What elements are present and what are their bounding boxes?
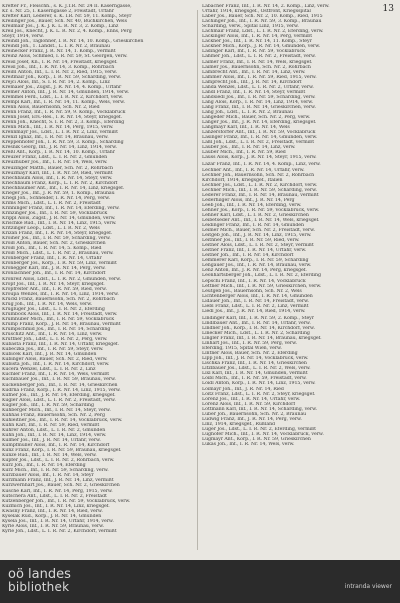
library-logo[interactable] xyxy=(8,568,71,594)
entry-line: Kubeczka Jos., Inf., I. R. Nr. 59, Steyr, verw. xyxy=(2,347,104,353)
entry-line: Kronegger Karl, Inf., J. R. Nr. 14, Perg, verw. xyxy=(2,266,106,272)
entry-line: Kreinecker Franz, J. R. Nr. 14, 1. Komp., vermißt xyxy=(2,49,116,55)
entry-line: Kirchdorf, 1914, kriegsgef., Italien xyxy=(202,177,283,183)
entry-line: Lambrecht Ant., Inf., I. R. Nr. 14, Linz, verw. xyxy=(202,69,306,75)
entry-line: Krischke Rud., Inf., I. R. Nr. 14, Linz, 1915, verw. xyxy=(2,221,117,227)
entry-line: Kroiher Jos., Inf., I. R. Nr. 59, Schärding, verw. xyxy=(2,236,111,242)
page-number: 13 xyxy=(382,4,394,14)
entry-line: Kubinger Alois, Bauer, Sch. Nr. 2, Ried, verw. xyxy=(2,357,108,363)
entry-line: Lehner Jos., Korp., I. R. Nr. 59, Vöcklabruck, verw. xyxy=(202,207,320,213)
entry-line: Kreßl Ant., Korp., I. R. Nr. 14, 10. Komp., Urfahr xyxy=(2,150,115,156)
entry-line: Kuhn Joh., Inf., I. R. Nr. 14, Linz, 1914, verw. xyxy=(2,432,107,438)
entry-line: Linhart Jos., Inf., I. R. Nr. 59, Perg, verw. xyxy=(202,341,297,347)
left-column xyxy=(2,4,188,556)
entry-line: Kronlachner Joh., Inf., I. R. Nr. 14, Kirchdorf xyxy=(2,271,106,277)
logo-line-2: bibliothek xyxy=(8,580,70,594)
entry-line: Langmayr Karl, Inf., I. R. Nr. 14, Wels xyxy=(202,125,290,131)
entry-line: Krippl Alois, Zugsf., J. R. Nr. 14, Gmunden, verw. xyxy=(2,215,116,221)
entry-line: Linz, 1914, kriegsgef., Rußland xyxy=(202,421,276,427)
right-column xyxy=(202,4,388,556)
column-divider xyxy=(197,10,198,550)
entry-line: Kreißl Anton, Inf., L. I. R. Nr. 2, Ried, 1915, verw. xyxy=(2,69,118,75)
entry-line: Liedl Jos., Inf., J. R. Nr. 14, Ried, 1914, verw. xyxy=(202,308,306,314)
entry-line: Langer Jos., Inf., J. R. Nr. 14, Eferding, kriegsgef. xyxy=(202,120,317,126)
entry-line: Kronberger Franz, Inf., I. R. Nr. 14, Urfahr xyxy=(2,256,102,262)
entry-line: Kurz Joh., Inf., I. R. Nr. 14, Eferding xyxy=(2,463,86,469)
entry-line: Krinninger Franz, Inf., I. R. Nr. 14, Eferding, verw. xyxy=(2,205,120,211)
entry-line: Kriechbaum Franz, Korp., L. I. R. Nr. 2, Kirchdorf xyxy=(2,180,118,186)
entry-line: Kuchler Franz, Inf., I. R. Nr. 14, Wels, vermißt xyxy=(2,372,110,378)
entry-line: Kreindl Joh., 1. Landst., L. I. R. Nr. 2, Braunau xyxy=(2,44,110,50)
entry-line: Kreuzer Franz, Ldst., L. I. R. Nr. 2, Gmunden xyxy=(2,155,108,161)
entry-line: Lepschi Franz, Inf., I. R. Nr. 14, Vöcklabruck xyxy=(202,278,306,284)
entry-line: Lackner Mich., Korp., J. R. Nr. 14, Gmunden, verw. xyxy=(202,44,321,50)
entry-line: Landl Franz, Inf., I. R. Nr. 14, Steyr, vermißt xyxy=(202,89,306,95)
entry-line: Lughofer Mich., Inf., I. R. Nr. 14, Vöcklabruck, verw. xyxy=(202,431,324,437)
entry-line: Krempl Karl, Inf., I. R. Nr. 14, 11. Komp., Wels, verw. xyxy=(2,99,125,105)
entry-line: Lang Alois, Korp., I. R. Nr. 14, Linz, 1914, verw. xyxy=(202,99,314,105)
entry-line: Lederer Franz, Inf., I. R. Nr. 14, Braunau, vermißt xyxy=(202,192,319,198)
entry-line: Kwasny Franz, Inf., I. R. Nr. 14, Ried, verw. xyxy=(2,508,103,514)
entry-line: Lixl Karl, Inf., I. R. Nr. 14, Gmunden, vermißt xyxy=(202,371,308,377)
entry-line: Kumpfmüller Alois, Inf., I. R. Nr. 14, Kirchdorf xyxy=(2,443,110,449)
entry-line: Lazar Franz, Inf., I. R. Nr. 14, 4. Komp., Linz, verw. xyxy=(202,162,321,168)
entry-line: Krug Joh., Inf., I. R. Nr. 14, Wels, verw. xyxy=(2,301,93,307)
viewer-label: intranda viewer xyxy=(344,583,392,590)
entry-line: Kubicek Karl, Inf., J. R. Nr. 14, Gmunden xyxy=(2,352,97,358)
entry-line: Kronberger Jos., Korp., I. R. Nr. 59, Linz, vermißt xyxy=(2,261,117,267)
entry-line: Kühberger Mich., Inf., I. R. Nr. 14, Steyr, verw. xyxy=(2,407,111,413)
entry-line: Loitz Franz, Ldst., L. I. R. Nr. 2, Steyr, kriegsgef. xyxy=(202,391,316,397)
entry-line: Leutgeb Jos., Bauernsohn, Sch. Nr. 2, Wels xyxy=(202,288,302,294)
entry-line: Kysela Jos., Inf., I. R. Nr. 14, Urfahr, 1914, verw. xyxy=(2,518,114,524)
entry-line: Kriechbaum Alois, Inf., I. R. Nr. 14, Steyr, verw. xyxy=(2,175,113,181)
entry-line: Lintner Alois, Bauer, Sch. Nr. 2, Eferding xyxy=(202,351,298,357)
entry-line: Kreuzinger Matth., Bauer, Sch. Nr. 2, Rohrbach xyxy=(2,165,113,171)
entry-line: Kusche Karl, Inf., I. R. Nr. 14, Perg, 1915, verw. xyxy=(2,488,113,494)
entry-line: Lettner Mich., Inf., I. R. Nr. 59, Grieskirchen, verw. xyxy=(202,283,322,289)
entry-line: Urfahr, 1914, kriegsgef., Ostfront, Kriegsspital xyxy=(202,9,311,15)
entry-line: Kyrle Alois, Inf., I. R. Nr. 59, Braunau, verw. xyxy=(2,523,105,529)
entry-line: Kurzmann Franz, Inf., J. R. Nr. 14, Linz, vermißt xyxy=(2,478,114,484)
entry-line: Kutzenberger Joh., Inf., I. R. Nr. 59, Vöcklabruck, verw. xyxy=(2,498,131,504)
entry-line: Lackner Jos., Inf., I. R. Nr. 14, 11. Komp., Steyr xyxy=(202,39,312,45)
entry-line: Kr. s. Nr. 25, I. Kaserngasse 2, Freistadt, Urfahr xyxy=(2,9,114,15)
entry-line: Lang Franz, Inf., I. R. Nr. 14, Grieskirchen, verw. xyxy=(202,104,316,110)
entry-line: Krinzinger Jos., Inf., I. R. Nr. 59, Vöcklabruck xyxy=(2,210,108,216)
entry-line: Krumböck Alois, Inf., I. R. Nr. 14, Freistadt, verw. xyxy=(2,311,118,317)
entry-line: Kriechbaumer Ant., Inf., I. R. Nr. 14, Linz, kriegsgef. xyxy=(2,185,125,191)
entry-line: Leithner Jos., Inf., I. R. Nr. 59, Ried, verw. xyxy=(202,238,300,244)
entry-line: Kremaier Jos., Zugsf., J. R. Nr. 14, 4. Komp., Urfahr xyxy=(2,84,122,90)
entry-line: Krizan Franz, Inf., I. R. Nr. 14, Steyr, kriegsgef. xyxy=(2,231,113,237)
entry-line: Krückl Franz, Bauernsohn, Sch. Nr. 2, Rohrbach xyxy=(2,296,115,302)
entry-line: Kritzinger Leop., Ldst., L. I. R. Nr. 2, Wels xyxy=(2,226,100,232)
entry-line: Kühhas Franz, Bauernsohn, Sch. Nr. 2, Perg xyxy=(2,412,105,418)
entry-line: Krennmayr Jos., Ldst., L. I. R. Nr. 2, Linz, vermißt xyxy=(2,130,118,136)
entry-line: Kunz Franz, Korp., I. R. Nr. 59, Braunau, kriegsgef. xyxy=(2,448,122,454)
entry-line: Lechner Mich., Inf., I. R. Nr. 59, Schärding, verw. xyxy=(202,187,317,193)
entry-line: Lauber Mich., Inf., I. R. Nr. 59, Ried xyxy=(202,150,286,156)
entry-line: Kreindl Joh., Taglöhner, I. R. Nr. 14, 10. Komp., Grieskirchen xyxy=(2,39,144,45)
entry-line: Laber Jos., Bauer, Sch. Nr. 2, 10. Komp., Ried, 1915 xyxy=(202,14,323,20)
entry-line: Lauber Jos., Inf., I. R. Nr. 14, Linz, verw. xyxy=(202,145,296,151)
entry-line: Kremer Anton, Inf., J. R. Nr. 14, Gmunden, 1914, verw. xyxy=(2,89,130,95)
entry-line: Lachinger Joh., Inf., I. R. Nr. 59, 3. Komp., Braunau xyxy=(202,19,322,25)
entry-line: Kreuzhuber Jos., Inf., I. R. Nr. 14, Wels, verw. xyxy=(2,160,108,166)
entry-line: Leitner Franz, Inf., I. R. Nr. 14, Urfahr, verw. xyxy=(202,248,307,254)
entry-line: Lemmerer Karl, Korp., I. R. Nr. 59, Schärding xyxy=(202,258,309,264)
entry-line: Krugluger Jos., Ldst., L. I. R. Nr. 2, Eferding xyxy=(2,306,105,312)
entry-line: Langeder Mich., Bauer, Sch. Nr. 2, Perg, verw. xyxy=(202,115,311,121)
entry-line: Krumhuber Mich., Inf., I. R. Nr. 59, Vöcklabruck xyxy=(2,316,115,322)
entry-line: Krefter Karl, Lederer, s. K. I.R. Nr. 59, 11. Komp., Steyr xyxy=(2,14,132,20)
entry-line: Kubista Joh., Inf., I. R. Nr. 14, Kirchdorf, verw. xyxy=(2,362,110,368)
entry-line: Kreitmair Joh., Korp., I. R. Nr. 59, Schärding, verw. xyxy=(2,74,121,80)
entry-line: Kufner Jos., Inf., J. R. Nr. 14, Eferding, kriegsgef. xyxy=(2,392,116,398)
entry-line: Kurzwernhart Jos., Bauer, Sch. Nr. 2, Grieskirchen xyxy=(2,483,120,489)
entry-line: Lingler Franz, Inf., I. R. Nr. 14, Braunau, kriegsgef. xyxy=(202,336,322,342)
entry-line: Lackinger Alois, Inf., I. R. Nr. 14, Perg, vermißt xyxy=(202,34,313,40)
entry-line: Krenn Alois, Bauernsohn, Sch. Nr. 2, Ried xyxy=(2,104,100,110)
entry-line: Litzlbauer Jos., Ldst., L. I. R. Nr. 2, Wels, verw. xyxy=(202,366,311,372)
entry-line: Loidl Anton, Korp., I. R. Nr. 14, Linz, 1915, verw. xyxy=(202,381,316,387)
entry-line: Leimer Mich., Bauer, Sch. Nr. 2, Freistadt, verw. xyxy=(202,228,315,234)
entry-line: Kunze Rud., Inf., I. R. Nr. 14, Wels, verw. xyxy=(2,453,97,459)
entry-line: Kuckenberger Joh., Inf., I. R. Nr. 14, Grieskirchen xyxy=(2,382,118,388)
entry-line: Lottmann Karl, Inf., I. R. Nr. 14, Schärding, verw. xyxy=(202,406,317,412)
entry-line: Leitner Joh., Inf., I. R. Nr. 14, Kirchdorf xyxy=(202,253,294,259)
entry-line: Kuzmich Jos., Inf., I. R. Nr. 14, Linz, kriegsgef. xyxy=(2,503,110,509)
entry-line: Laimer Franz, Inf., I. R. Nr. 14, Wels, kriegsgef. xyxy=(202,59,313,65)
entry-line: Ladinger Karl, Inf., I. R. Nr. 59, Vöcklabruck xyxy=(202,49,305,55)
entry-line: Kucera Wenzel, Ldst., L. I. R. Nr. 2, Linz xyxy=(2,367,96,373)
entry-line: Krenn Franz, Inf., I. R. Nr. 59, 9. Komp., Vöcklabruck xyxy=(2,109,126,115)
entry-line: Leitgeb Joh., Inf., J. R. Nr. 14, Linz, 1915, verw. xyxy=(202,233,312,239)
entry-line: Lugmayr Ant., Korp., I. R. Nr. 59, Grieskirchen xyxy=(202,436,311,442)
entry-line: Lidauer Joh., Inf., I. R. Nr. 14, Freistadt, verw. xyxy=(202,298,309,304)
entry-line: Ludwig Franz, Inf., J. R. Nr. 14, Perg, verw. xyxy=(202,416,302,422)
entry-line: Kriegl Joh., Schneider, I. R. Nr. 14, Perg, verw. xyxy=(2,195,111,201)
entry-line: Kühleitner Jos., Inf., I. R. Nr. 14, Vöcklabruck, verw. xyxy=(2,417,123,423)
entry-line: Krenzl Ignaz, Inf., I. R. Nr. 14, Braunau, verw. xyxy=(2,135,109,141)
entry-line: Kreil Jos., Knecht, J. K. L. R. Nr. 2, 4. Komp., Enns, Perg xyxy=(2,29,132,35)
entry-line: Lanzerstorfer Ant., Inf., I. R. Nr. 59, Vöcklabruck xyxy=(202,130,316,136)
entry-line: Leibetseder Ant., Inf., I. R. Nr. 14, Wels, kriegsgef. xyxy=(202,217,320,223)
entry-line: Kühn Karl, Inf., I. R. Nr. 59, Ried, vermißt xyxy=(2,422,100,428)
entry-line: Laßl Joh., Ldst., L. I. R. Nr. 2, Freistadt, vermißt xyxy=(202,140,315,146)
entry-line: Lauss Alois, Korp., J. R. Nr. 14, Steyr, 1915, verw. xyxy=(202,155,317,161)
entry-line: Loimayr Joh., Inf., J. R. Nr. 14, Ried xyxy=(202,386,284,392)
entry-line: Lachmair Franz, Ldst., L. I. R. Nr. 2, Eferding, verw. xyxy=(202,29,324,35)
entry-line: Kropf Jos., Inf., I. R. Nr. 14, Steyr, kriegsgef. xyxy=(2,281,105,287)
entry-line: Kreppenhofer Joh., I. R. Nr. 59, 3. Komp., Schärding xyxy=(2,140,124,146)
entry-line: Leitner Alois, Ldst., L. I. R. Nr. 2, Steyr, vermißt xyxy=(202,243,314,249)
entry-line: Kutschera Ant., Ldst., L. I. R. Nr. 2, Freistadt xyxy=(2,493,107,499)
entry-line: Krüttner Joh., Ldst., L. I. R. Nr. 2, Perg, verw. xyxy=(2,337,108,343)
entry-line: Kudrna Franz, Korp., I. R. Nr. 14, Linz, 1915, verw. xyxy=(2,387,121,393)
entry-line: Kyrle Joh., Ldst., L. I. R. Nr. 2, Kirchdorf, vermißt xyxy=(2,528,117,534)
entry-line: Krefter Fr., Fleischh., s. K. J.T.R. Nr. 24 II. Kaserngasse, xyxy=(2,4,132,9)
entry-line: Leonhartsberger Joh., Ldst., L. I. R. Nr. 2, Eferding xyxy=(202,273,321,279)
entry-line: Kroupa Wenzel, Inf., I. R. Nr. 14, Linz, 1914, verw. xyxy=(2,291,119,297)
entry-line: Kreuzmayr Karl, Inf., I. R. Nr. 59, Ried, vermißt xyxy=(2,170,113,176)
entry-line: Kuchlbauer Jos., Inf., I. R. Nr. 59, Braunau, verw. xyxy=(2,377,116,383)
entry-line: Labacher Franz, Inf., I. R. Nr. 14, 2. Komp., Linz, verw. xyxy=(202,4,330,9)
entry-line: Linecker Mich., Ldst., L. I. R. Nr. 2, Schärding xyxy=(202,331,310,336)
entry-line: Leeb Joh., Inf., I. R. Nr. 14, Eferding, verw. xyxy=(202,202,302,208)
entry-line: Kreisl Josef, Kn., I. R. Nr. 14, Freistadt, kriegsgef. xyxy=(2,59,118,65)
entry-line: Lederhilger Alois, Inf., J. R. Nr. 14, Perg xyxy=(202,197,295,203)
entry-line: Kyselak Rud., Korp., J. R. Nr. 14, Gmunden xyxy=(2,513,102,519)
entry-line: Kropfreiter Ant., Inf., I. R. Nr. 59, Ried, verw. xyxy=(2,286,107,292)
entry-line: Lipp Joh., Inf., J. R. Nr. 14, Vöcklabruck, verw. xyxy=(202,356,309,362)
entry-line: Krump Franz, Korp., J. R. Nr. 14, Braunau, vermißt xyxy=(2,321,121,327)
entry-line: Landa Wenzel, Ldst., L. I. R. Nr. 2, Urfahr, verw. xyxy=(202,84,314,90)
entry-line: Kroiß Joh., Inf., I. R. Nr. 14, 5. Komp., Ried xyxy=(2,246,102,252)
entry-line: Kremmel Ferd., Ldst., L. I. R. Nr. 2, Kirchdorf, verw. xyxy=(2,94,124,100)
entry-line: Laimer Jos., Bauernsohn, Sch. Nr. 2, Rohrbach xyxy=(202,64,311,70)
entry-line: Krenn Joh., Knecht, S. I. R. Nr. 2, 3. Komp., Eferding xyxy=(2,120,125,126)
entry-line: Lehner Karl, Ldst., L. I. R. Nr. 2, Grieskirchen xyxy=(202,212,309,218)
entry-line: Kronreif Alois, Ldst., L. I. R. Nr. 2, Gmunden, verw. xyxy=(2,276,121,282)
entry-line: Kroiß Anton, Bauer, Sch. Nr. 2, Grieskirchen xyxy=(2,241,106,247)
entry-line: Lukas Joh., Inf., I. R. Nr. 14, Wels, verw. xyxy=(202,442,295,448)
entry-line: Lechner Jos., Ldst., L. I. R. Nr. 2, Kirchdorf, verw. xyxy=(202,182,318,188)
entry-line: Lorenz Jos., Inf., I. R. Nr. 14, Urfahr, verw. xyxy=(202,396,301,402)
entry-line: Lindlbauer Ant., Inf., I. R. Nr. 14, Urfahr, verw. xyxy=(202,320,311,326)
entry-line: Steyr, 1914, verw. xyxy=(2,34,44,40)
entry-line: Kubasta Franz, Inf., I. R. Nr. 14, Urfahr, kriegsgef. xyxy=(2,342,119,348)
entry-line: Kroiß Mich., Ldst., L. I. R. Nr. 2, Braunau, verw. xyxy=(2,251,114,257)
entry-line: Kulmer Jos., Inf., J. R. Nr. 14, Urfahr, verw. xyxy=(2,438,101,444)
entry-line: Kugler Joh., Inf., I. R. Nr. 59, Schärding xyxy=(2,402,94,408)
entry-line: Lahmer Joh., Ldst., L. I. R. Nr. 2, Freistadt, verw. xyxy=(202,54,316,60)
entry-line: Lichtenberger Alois, Inf., I. R. Nr. 14, Gmunden xyxy=(202,293,313,299)
entry-line: Kruschitz Ant., Inf., I. R. Nr. 14, Linz, verw. xyxy=(2,332,103,338)
entry-line: Loibl Mich., Inf., I. R. Nr. 59, Freistadt, verw. xyxy=(202,376,307,382)
entry-line: Lechner Ant., Inf., I. R. Nr. 14, Urfahr, verw. xyxy=(202,167,305,173)
entry-line: Eferding, 1915, Spital Wien, verw. xyxy=(202,346,282,352)
entry-line: Kugler Alois, Ldst., L. I. R. Nr. 2, Freistadt, verw. xyxy=(2,397,116,403)
entry-line: Lechner Joh., Bauernsohn, Sch. Nr. 2, Rohrbach xyxy=(202,172,315,178)
entry-line: Lenz Anton, Inf., J. R. Nr. 14, Perg, kriegsgef. xyxy=(202,268,307,274)
entry-line: Lammer Alois, Inf., I. R. Nr. 59, Ried, 1915, verw. xyxy=(202,74,317,80)
entry-line: Krims Mich., Ldst., L. I. R. Nr. 2, Freistadt xyxy=(2,200,101,206)
entry-line: Leidinger Franz, Inf., I. R. Nr. 14, Gmunden xyxy=(202,223,304,229)
entry-line: Luber Joh., Bauernsohn, Sch. Nr. 2, Braunau xyxy=(202,411,307,417)
entry-line: Krenn Josef, Ers.-Res., I. R. Nr. 14, Steyr, kriegsgef. xyxy=(2,115,122,121)
entry-line: Krenn Mich., Inf., I. R. Nr. 14, Perg, 1915, verw. xyxy=(2,125,114,131)
entry-line: Krumpschmid Jos., Inf., I. R. Nr. 14, Schärding xyxy=(2,327,111,332)
entry-line: Kreisl Joh., Inf., I. R. Nr. 14, 3. Komp., Rohrbach xyxy=(2,64,115,70)
entry-line: Krejci Alois, Inf., S. I. R. Nr. 14, 2. Komp., Linz xyxy=(2,79,110,85)
entry-line: Lengauer Jos., Inf., I. R. Nr. 14, Braunau, verw. xyxy=(202,263,312,269)
logo-line-1: oö landes xyxy=(8,567,71,582)
entry-line: Lang Joh., Ldst., L. I. R. Nr. 2, Braunau xyxy=(202,109,293,115)
entry-line: Kreinz Alois, Schmied, I. R. Nr. 59, St. Georgen, verw. xyxy=(2,54,128,60)
footer-bar xyxy=(0,560,400,603)
entry-line: Kurzbauer Alois, Inf., I. R. Nr. 14, Steyr xyxy=(2,473,94,479)
entry-line: Lasinger Franz, Inf., I. R. Nr. 14, Gmunden, verw. xyxy=(202,135,318,141)
entry-line: Lorenz Alois, Inf., I. R. Nr. 59, Kirchdorf xyxy=(202,401,296,407)
entry-line: Luger Jos., Ldst., L. I. R. Nr. 2, Eferding, vermißt xyxy=(202,426,316,432)
entry-line: Schärding, verw., Spital Linz, 1915, verw. xyxy=(202,24,299,30)
entry-line: Liebl Franz, Ldst., L. I. R. Nr. 2, Linz, vermißt xyxy=(202,303,309,309)
entry-line: Kresnik Georg, Inf., J. R. Nr. 14, Linz, 1914, verw. xyxy=(2,145,117,151)
entry-line: Krieger Jos., Inf., J. R. Nr. 59, 1. Komp., Braunau xyxy=(2,190,115,196)
entry-line: Landsiedl Jos., Inf., I. R. Nr. 59, Schärding, verw. xyxy=(202,94,316,100)
entry-line: Kupfer Jos., Ldst., L. I. R. Nr. 2, Rohrbach, verw. xyxy=(2,458,115,464)
entry-line: Lischka Franz, Inf., I. R. Nr. 14, Grieskirchen xyxy=(202,361,307,367)
entry-line: Kurz Mich., Inf., I. R. Nr. 59, Schärding, verw. xyxy=(2,468,109,474)
entry-line: Kreilmair Jos., J. K. J. K. L. R. Nr. 3, 2. Komp., Linz xyxy=(2,24,119,30)
entry-line: Kreilinger Jos., Bauer, Sch. Nr. 40, Buchkirchen, Wels xyxy=(2,19,127,25)
entry-line: Kührer Anton, Ldst., L. I. R. Nr. 2, Gmunden xyxy=(2,427,106,433)
entry-line: Lindinger Karl, Inf., I. R. Nr. 59, 2. Komp., Steyr xyxy=(202,315,314,321)
entry-line: Lindner Joh., Korp., I. R. Nr. 14, Kirchdorf, verw. xyxy=(202,325,315,331)
entry-line: Lamprecht Joh., Inf., J. R. Nr. 14, Kirchdorf xyxy=(202,79,302,85)
